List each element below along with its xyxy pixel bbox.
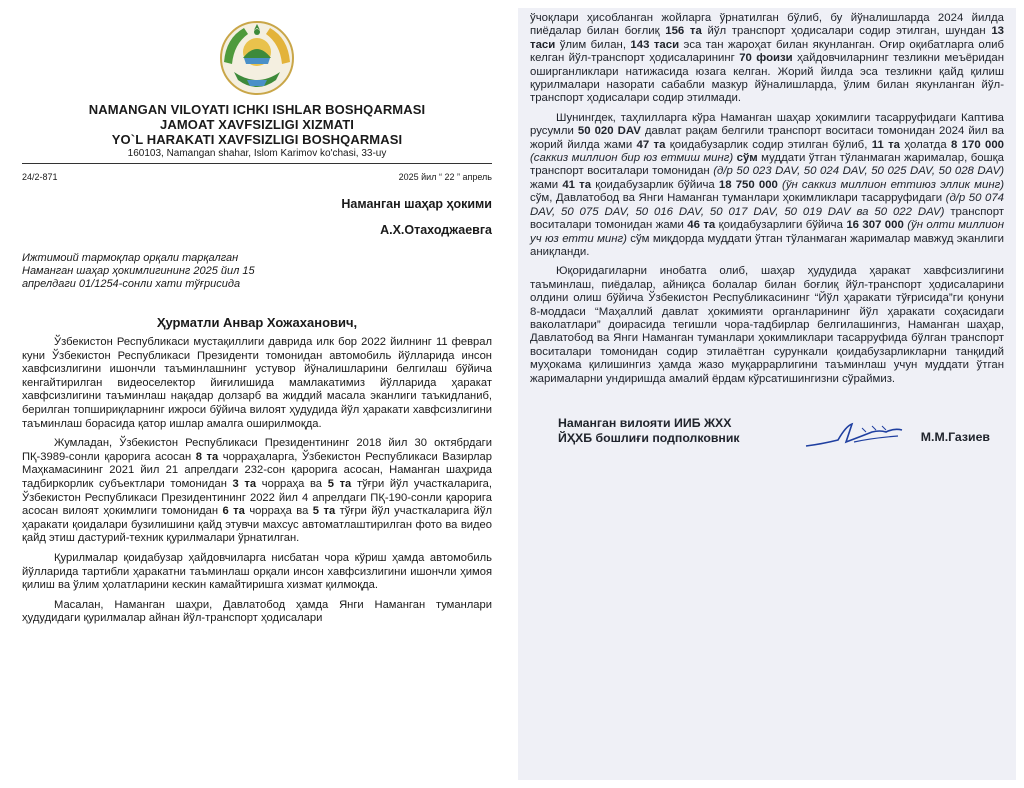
reference-number: 24/2-871 <box>22 172 58 182</box>
signature-block <box>530 416 1004 446</box>
paragraph-5: Шунингдек, таҳлилларга кўра Наманган шаҳар ҳокимлиги тасарруфидаги Каптива русумли 50 020 DAV давлат рақам белгили транспорт воситаси томонидан 2024 йил ва жорий йилда жами 47 та қоидабузарлик содир этилган бўлиб, 11 та ҳолатда 8 170 000 (саккиз миллион бир юз етмиш минг) сўм муддати ўтган тўланмаган жарималар, бошқа транспорт воситалари томонидан (д/р 50 023 DAV, 50 024 DAV, 50 025 DAV, 50 028 DAV) жами 41 та қоидабузарлик бўйича 18 750 000 (ўн саккиз миллион еттиюз эллик минг) сўм, Давлатобод ва Янги Наманган туманлари ҳокимликлари тасарруфидаги (д/р 50 074 DAV, 50 075 DAV, 50 016 DAV, 50 017 DAV, 50 019 DAV ва 50 022 DAV) транспорт воситалари томонидан жами 46 та қоидабузарлиги бўйича 16 307 000 (ўн олти миллион уч юз етти минг) сўм миқдорда муддати ўтган тўланмаган жарималар мавжуд эканлиги аниқланди. <box>530 111 1005 258</box>
handwritten-signature-icon <box>802 418 912 454</box>
letterhead-line-2: JAMOAT XAVFSIZLIGI XIZMATI <box>160 117 354 132</box>
reference-date: 2025 йил “ 22 ” апрель <box>398 172 492 182</box>
state-emblem-icon <box>214 18 300 98</box>
salutation: Ҳурматли Анвар Хожаханович, <box>156 315 358 330</box>
signatory-name: М.М.Газиев <box>920 429 990 444</box>
letterhead-title <box>22 102 492 147</box>
emblem-logo <box>22 18 492 98</box>
signature-line-2: ЙҲХБ бошлиғи подполковник <box>558 430 740 445</box>
paragraph-2: Жумладан, Ўзбекистон Республикаси Президентининг 2018 йил 30 октябрдаги ПҚ-3989-сонли қарорига асосан 8 та чорраҳаларга, Ўзбекистон Республикаси Вазирлар Маҳкамасининг 2021 йил 21 апрелдаги 232-сон қарорига асосан, Наманган шаҳрида тадбиркорлик субъектлари томонидан 3 та чорраҳа ва 5 та тўғри йўл участкаларига, Ўзбекистон Республикаси Президентининг 2022 йил 4 апрелдаги ПҚ-190-сонли қарорига асосан вилоят ҳокимлиги томонидан 6 та чорраҳа ва 5 та тўғри йўл участкаларига йўл ҳаракати қоидалари бузилишини қайд этувчи махсус автоматлаштирилган фото ва видео қайд этиш дастурий-техник қурилмалари ўрнатилган. <box>22 437 493 545</box>
recipient-block <box>22 196 492 238</box>
reference-row <box>22 172 492 182</box>
letterhead-divider <box>22 163 492 164</box>
letter-page-2 <box>518 8 1016 780</box>
paragraph-1: Ўзбекистон Республикаси мустақиллиги даврида илк бор 2022 йилнинг 11 феврал куни Ўзбекистон Республикаси Президенти томонидан автомобиль йўлларида инсон хавфсизлигини ишончли таъминлашнинг устувор йўналишларини белгилаш бўйича кенгайтирилган видеоселектор йиғилишида мамлакатимиз йўлларида ҳаракат хавфсизлигини таъминлаш нақадар долзарб ва жиддий масала эканлиги таъкидланиб, берилган топшириқларнинг ижроси бўйича вилоят ҳудудида йўл ҳаракати хавфсизлигини таъминлаш борасида қатор ишлар амалга оширилмоқда. <box>22 336 492 430</box>
letterhead-address: 160103, Namangan shahar, Islom Karimov ko'chasi, 33-uy <box>127 148 387 159</box>
letterhead-line-3: YO`L HARAKATI XAVFSIZLIGI BOSHQARMASI <box>111 132 403 147</box>
recipient-name: А.Х.Отаходжаевга <box>380 223 492 237</box>
paragraph-6: Юқоридагиларни инобатга олиб, шаҳар ҳудудида ҳаракат хавфсизлигини таъминлаш, пиёдалар, айниқса болалар билан боғлиқ йўл-транспорт ҳодисаларини олдини олиш бўйича Ўзбекистон Республикасининг “Йўл ҳаракати тўғрисида”ги қонуни 8-моддаси “Маҳаллий давлат ҳокимияти органларининг йўл ҳаракати соҳасидаги ваколатлари” доирасида тегишли чора-тадбирлар белгилашингиз, Наманган шаҳар, Давлатобод ва Янги Наманган туманлари ҳокимликлари тасарруфида бўлган транспорт воситалари томонидан содир этилаётган сурункали қоидабузарликларни танқидий муҳокама қилишингиз ҳамда жазо муқаррарлигини таъминлаш учун муддати ўтган жарималарни ундиришда амалий ёрдам кўрсатишингизни сўраймиз. <box>530 265 1004 385</box>
letter-page-1 <box>6 8 506 780</box>
recipient-title: Наманган шаҳар ҳокими <box>341 197 492 211</box>
letterhead-line-1: NAMANGAN VILOYATI ICHKI ISHLAR BOSHQARMASI <box>88 102 426 117</box>
subject-line: Ижтимоий тармоқлар орқали тарқалган Наманган шаҳар ҳокимлигининг 2025 йил 15 апрелдаги 01/1254-сонли хати тўғрисида <box>22 252 255 290</box>
paragraph-continued: ўчоқлари ҳисобланган жойларга ўрнатилган бўлиб, бу йўналишларда 2024 йилда пиёдалар билан боғлиқ 156 та йўл транспорт ҳодисалари содир этилган, шундан 13 таси ўлим билан, 143 таси эса тан жароҳат билан якунланган. Оғир оқибатларга олиб келган йўл-транспорт ҳодисаларининг 70 фоизи ҳайдовчиларнинг тезликни меъёридан оширганликлари натижасида юзага келган. Жорий йилда эса тезликни қайд қилиш қурилмалари назорати сабабли мазкур йўналишларда, ўлим билан якунланган йўл-транспорт ҳодисалари содир этилмади. <box>530 12 1005 105</box>
paragraph-3: Қурилмалар қоидабузар ҳайдовчиларга нисбатан чора кўриш ҳамда автомобиль йўлларида тартибли ҳаракатни таъминлаш орқали инсон хавфсизлигини ишончли ҳимоя қилиш ва ўлим ҳолатларини кескин камайтиришга хизмат қилмоқда. <box>22 551 492 592</box>
paragraph-4: Масалан, Наманган шаҳри, Давлатобод ҳамда Янги Наманган туманлари ҳудудидаги қурилмалар айнан йўл-транспорт ҳодисалари <box>22 598 492 625</box>
signature-line-1: Наманган вилояти ИИБ ЖХХ <box>558 415 732 430</box>
